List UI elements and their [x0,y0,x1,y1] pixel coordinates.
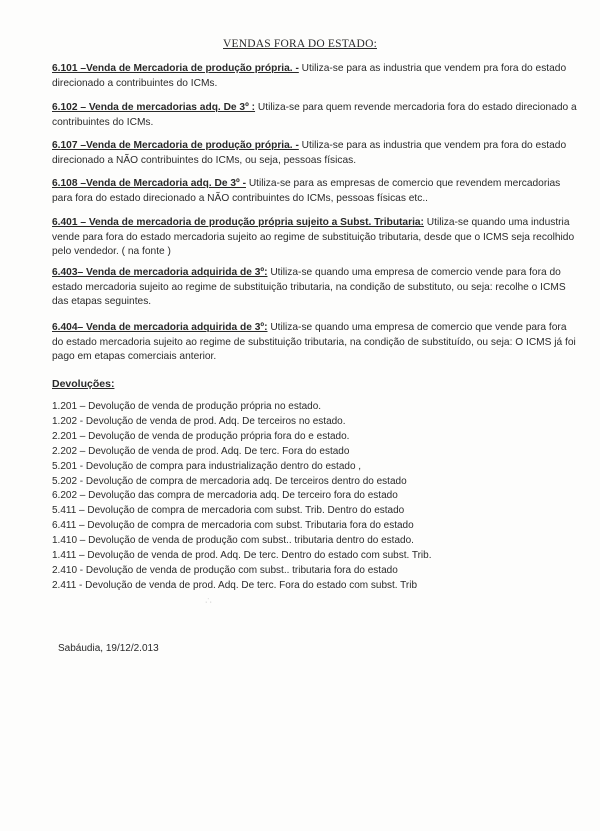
list-item: 5.201 - Devolução de compra para industrialização dentro do estado , [52,460,362,472]
list-item: 1.201 – Devolução de venda de produção própria no estado. [52,401,322,412]
entry-text: Utiliza-se para quem revende mercadoria fora do estado direcionado a contribuintes do ICMs. [52,102,577,128]
list-item: 6.411 – Devolução de compra de mercadoria com subst. Tributaria fora do estado [52,520,414,532]
entry-head: 6.102 – Venda de mercadorias adq. De 3º : [52,102,256,113]
list-item: 2.202 – Devolução de venda de prod. Adq. De terc. Fora do estado [52,445,350,457]
entry-6102 [52,101,577,130]
entry-head: 6.404– Venda de mercadoria adquirida de 3º: [52,322,268,333]
entry-head: 6.401 – Venda de mercadoria de produção própria sujeito a Subst. Tributaria: [52,217,424,228]
devolucoes-title: Devoluções: [52,378,115,390]
entry-head: 6.107 –Venda de Mercadoria de produção própria. - [52,140,299,151]
entry-text: Utiliza-se quando uma empresa de comercio que vende para fora do estado mercadoria sujeito ao regime de substituição tributaria, na condição de substituído, ou seja: O ICMS já foi pago em etapas comerciais anterior. [52,322,576,362]
entry-6107 [52,139,577,168]
entry-text: Utiliza-se quando uma empresa de comercio vende para fora do estado mercadoria sujeito ao regime de substituição tributaria, na condição de substituto, ou seja: recolhe o ICMS das etapas seguintes. [52,267,566,307]
list-item: 2.201 – Devolução de venda de produção própria fora do e estado. [52,430,350,442]
scan-speck-mark: ·˙· [205,599,212,606]
entry-text: Utiliza-se para as industria que vendem pra fora do estado direcionado a contribuintes do ICMs. [52,63,567,89]
entry-6403 [52,266,577,310]
entry-head: 6.101 –Venda de Mercadoria de produção própria. - [52,63,299,74]
list-item: 2.411 - Devolução de venda de prod. Adq. De terc. Fora do estado com subst. Trib [52,579,418,591]
list-item: 1.410 – Devolução de venda de produção com subst.. tributaria dentro do estado. [52,535,414,547]
devolucoes-list [52,400,577,594]
entry-head: 6.403– Venda de mercadoria adquirida de 3º: [52,267,268,278]
entry-6101 [52,62,577,91]
entry-text: Utiliza-se quando uma industria vende para fora do estado mercadoria sujeito ao regime de substituição tributaria, desde que o ICMS seja recolhido pelo vendedor. ( na fonte ) [52,217,575,257]
document-title: VENDAS FORA DO ESTADO: [223,38,377,50]
entry-head: 6.108 –Venda de Mercadoria adq. De 3º - [52,178,246,189]
entry-text: Utiliza-se para as empresas de comercio que revendem mercadorias para fora do estado direcionado a NÃO contribuintes do ICMs, pessoas físicas etc.. [52,178,561,204]
entry-text: Utiliza-se para as industria que vendem pra fora do estado direcionado a NÃO contribuintes do ICMs, ou seja, pessoas físicas. [52,140,567,166]
entry-6108 [52,177,577,206]
entry-6401 [52,216,577,260]
list-item: 2.410 - Devolução de venda de produção com subst.. tributaria fora do estado [52,564,398,576]
list-item: 1.202 - Devolução de venda de prod. Adq. De terceiros no estado. [52,415,346,427]
list-item: 5.411 – Devolução de compra de mercadoria com subst. Trib. Dentro do estado [52,505,405,517]
signoff-place-date: Sabáudia, 19/12/2.013 [58,643,159,654]
entry-6404 [52,321,577,365]
list-item: 6.202 – Devolução das compra de mercadoria adq. De terceiro fora do estado [52,490,398,502]
list-item: 1.411 – Devolução de venda de prod. Adq. De terc. Dentro do estado com subst. Trib. [52,550,432,562]
list-item: 5.202 - Devolução de compra de mercadoria adq. De terceiros dentro do estado [52,475,407,487]
